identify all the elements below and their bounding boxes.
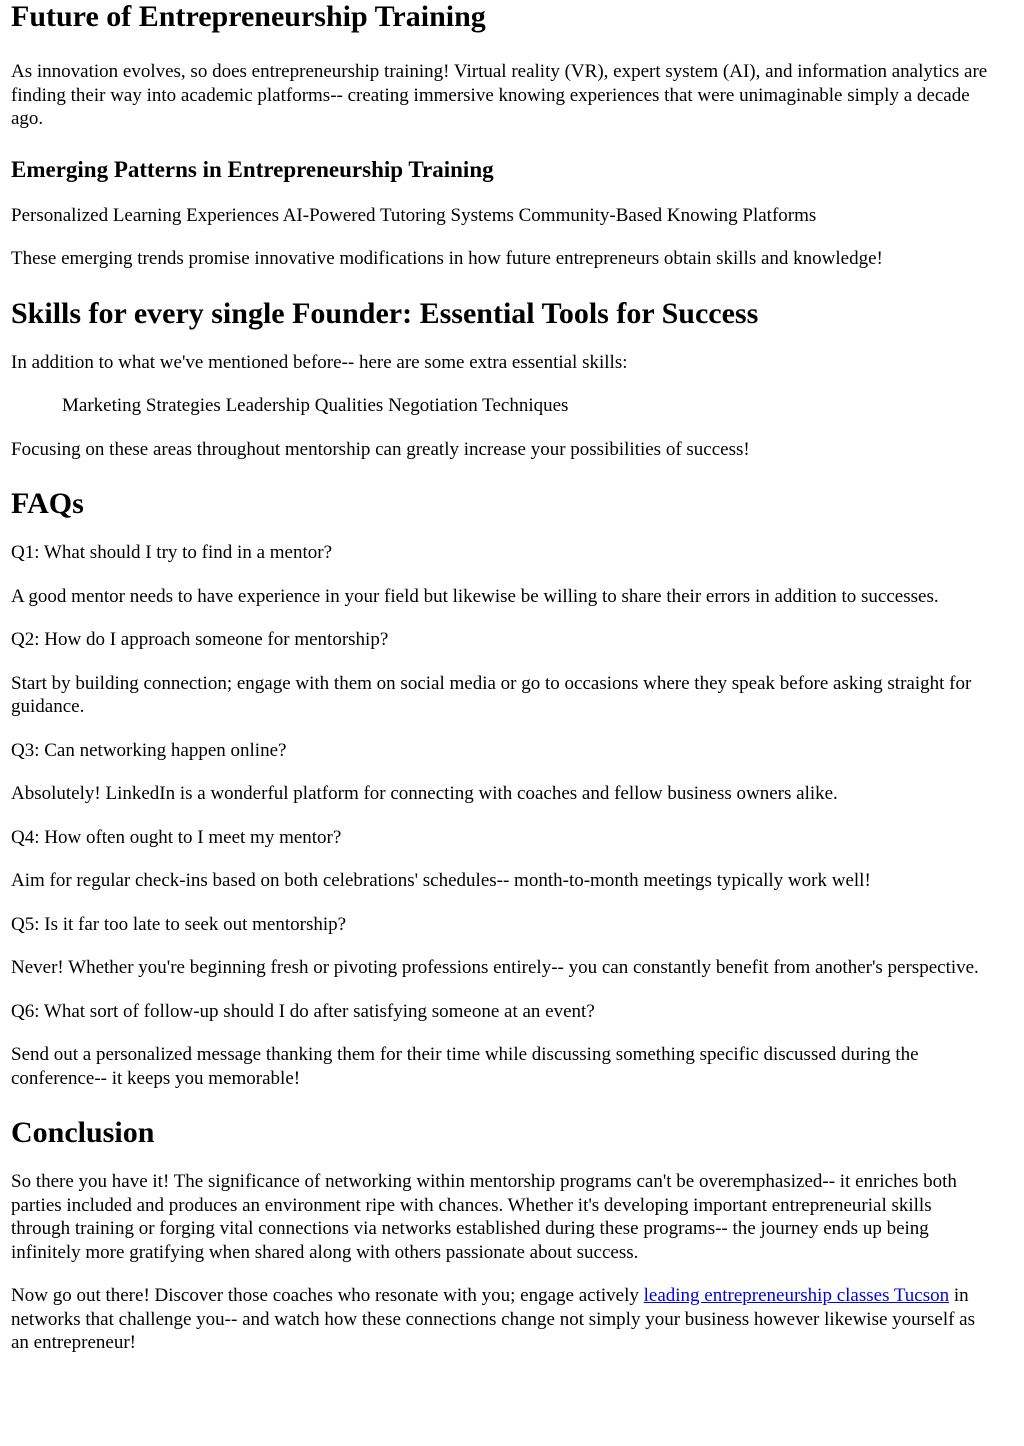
- paragraph-skills-focus: Focusing on these areas throughout mentorship can greatly increase your possibilities of success!: [11, 438, 750, 460]
- paragraph-conclusion-2: [11, 1284, 991, 1355]
- faq-answer: A good mentor needs to have experience in your field but likewise be willing to share their errors in addition to successes.: [11, 585, 939, 607]
- entrepreneurship-classes-link[interactable]: leading entrepreneurship classes Tucson: [643, 1285, 950, 1306]
- faq-answer: Start by building connection; engage with them on social media or go to occasions where they speak before asking straight for guidance.: [11, 672, 972, 717]
- faq-answer: Never! Whether you're beginning fresh or pivoting professions entirely-- you can constantly benefit from another's perspective.: [11, 957, 979, 978]
- heading-skills-for-founder: Skills for every single Founder: Essential Tools for Success: [11, 296, 759, 330]
- conclusion-text-after-link: in networks that challenge you-- and watch how these connections change not simply your business however likewise yourself as an entrepreneur!: [11, 1285, 975, 1353]
- faq-question: Q4: How often ought to I meet my mentor?: [11, 826, 342, 848]
- paragraph-skills-list: Marketing Strategies Leadership Qualities Negotiation Techniques: [62, 395, 569, 416]
- heading-conclusion: Conclusion: [11, 1116, 155, 1149]
- faq-question: Q3: Can networking happen online?: [11, 739, 287, 761]
- faq-question: Q1: What should I try to find in a mentor?: [11, 542, 333, 563]
- paragraph-trends-summary: These emerging trends promise innovative modifications in how future entrepreneurs obtain skills and knowledge!: [11, 248, 883, 269]
- heading-emerging-patterns: Emerging Patterns in Entrepreneurship Training: [11, 156, 494, 182]
- faq-question: Q6: What sort of follow-up should I do after satisfying someone at an event?: [11, 1000, 595, 1022]
- paragraph-skills-intro: In addition to what we've mentioned before-- here are some extra essential skills:: [11, 351, 628, 373]
- conclusion-text-before-link: Now go out there! Discover those coaches who resonate with you; engage actively: [11, 1285, 644, 1306]
- faq-question: Q5: Is it far too late to seek out mentorship?: [11, 913, 347, 935]
- faq-answer: Aim for regular check-ins based on both celebrations' schedules-- month-to-month meetings typically work well!: [11, 870, 871, 891]
- paragraph-intro: As innovation evolves, so does entrepreneurship training! Virtual reality (VR), expert system (AI), and information analytics are finding their way into academic platforms-- creating immersive knowing experiences that were unimaginable simply a decade ago.: [11, 61, 988, 129]
- paragraph-conclusion-1: So there you have it! The significance of networking within mentorship programs can't be overemphasized-- it enriches both parties included and produces an environment ripe with chances. Whether it's developing important entrepreneurial skills through training or forging vital connections via networks established during these programs-- the journey ends up being infinitely more gratifying when shared along with others passionate about success.: [11, 1171, 957, 1263]
- heading-faqs: FAQs: [11, 487, 84, 520]
- faq-answer: Absolutely! LinkedIn is a wonderful platform for connecting with coaches and fellow business owners alike.: [11, 783, 838, 804]
- faq-answer: Send out a personalized message thanking them for their time while discussing something specific discussed during the conference-- it keeps you memorable!: [11, 1044, 919, 1089]
- paragraph-trends-list: Personalized Learning Experiences AI-Powered Tutoring Systems Community-Based Knowing Platforms: [11, 204, 817, 226]
- faq-question: Q2: How do I approach someone for mentorship?: [11, 629, 389, 650]
- heading-future-of-entrepreneurship-training: Future of Entrepreneurship Training: [11, 0, 486, 33]
